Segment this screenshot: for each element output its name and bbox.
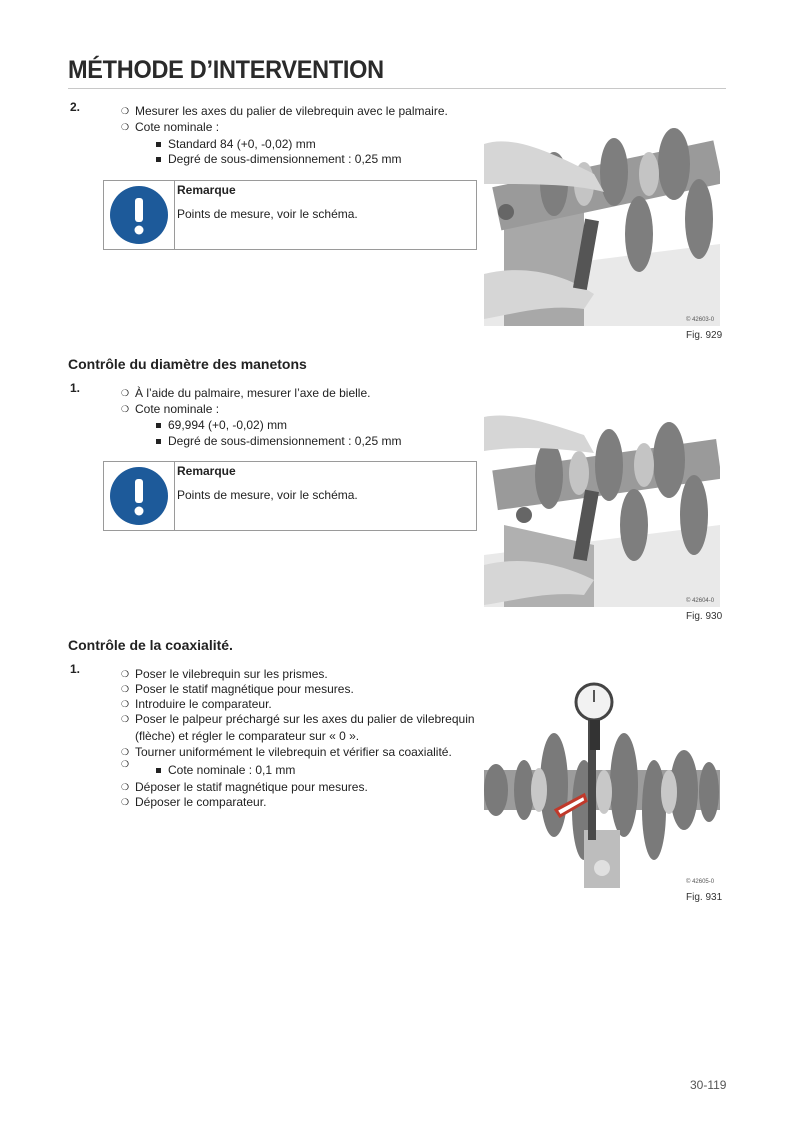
figure-caption: Fig. 931: [686, 892, 723, 903]
remark-title: Remarque: [177, 183, 236, 197]
title-rule: [68, 88, 726, 89]
remark-box: [103, 180, 477, 250]
instruction-line: ❍ Déposer le statif magnétique pour mesures.: [121, 780, 368, 794]
circle-bullet-icon: ❍: [121, 683, 130, 694]
image-code: © 42603-0: [686, 317, 715, 323]
remark-text: Points de mesure, voir le schéma.: [177, 488, 358, 502]
instruction-line: ❍ Poser le palpeur préchargé sur les axes du palier de vilebrequin: [121, 712, 475, 726]
image-code: © 42605-0: [686, 879, 715, 885]
remark-box: [103, 461, 477, 531]
square-bullet-icon: [156, 157, 161, 162]
spec-line: 69,994 (+0, -0,02) mm: [156, 418, 287, 432]
circle-bullet-icon: ❍: [121, 121, 130, 132]
crankshaft-micrometer-photo: [484, 124, 720, 326]
spec-line: Degré de sous-dimensionnement : 0,25 mm: [156, 434, 401, 448]
remark-text: Points de mesure, voir le schéma.: [177, 207, 358, 221]
square-bullet-icon: [156, 423, 161, 428]
square-bullet-icon: [156, 142, 161, 147]
circle-bullet-icon: ❍: [121, 746, 130, 757]
figure-caption: Fig. 929: [686, 330, 723, 341]
remark-title: Remarque: [177, 464, 236, 478]
instruction-line: ❍ Poser le statif magnétique pour mesures.: [121, 682, 354, 696]
circle-bullet-icon: ❍: [121, 403, 130, 414]
instruction-line: ❍ Poser le vilebrequin sur les prismes.: [121, 667, 328, 681]
exclamation-icon: [110, 467, 168, 525]
page-title: MÉTHODE D’INTERVENTION: [68, 56, 384, 84]
circle-bullet-icon: ❍: [121, 387, 130, 398]
circle-bullet-icon: ❍: [121, 781, 130, 792]
circle-bullet-icon: ❍: [121, 668, 130, 679]
circle-bullet-icon: ❍: [121, 105, 130, 116]
crankshaft-dial-gauge-photo: [484, 680, 720, 888]
square-bullet-icon: [156, 439, 161, 444]
instruction-line: ❍ Cote nominale :: [121, 402, 220, 416]
spec-line: Standard 84 (+0, -0,02) mm: [156, 137, 316, 151]
page-number: 30-119: [690, 1078, 727, 1092]
section-heading: Contrôle du diamètre des manetons: [68, 356, 307, 372]
circle-bullet-icon: ❍: [121, 796, 130, 807]
crankpin-micrometer-photo: [484, 405, 720, 607]
step-number: 1.: [70, 381, 81, 395]
circle-bullet-icon: ❍: [121, 698, 130, 709]
circle-bullet-icon: ❍: [121, 713, 130, 724]
instruction-line: ❍ Mesurer les axes du palier de vilebrequin avec le palmaire.: [121, 104, 448, 118]
circle-bullet-icon: ❍: [121, 759, 130, 769]
exclamation-icon: [110, 186, 168, 244]
instruction-line: ❍ Introduire le comparateur.: [121, 697, 272, 711]
instruction-line: ❍ Cote nominale :: [121, 120, 220, 134]
instruction-line-continued: (flèche) et régler le comparateur sur « 0 ».: [135, 729, 360, 743]
spec-line: Cote nominale : 0,1 mm: [156, 763, 295, 777]
image-code: © 42604-0: [686, 598, 715, 604]
section-heading: Contrôle de la coaxialité.: [68, 637, 233, 653]
instruction-line: ❍ Tourner uniformément le vilebrequin et vérifier sa coaxialité.: [121, 745, 452, 759]
step-number: 1.: [70, 662, 81, 676]
spec-line: Degré de sous-dimensionnement : 0,25 mm: [156, 152, 401, 166]
instruction-line: ❍ Déposer le comparateur.: [121, 795, 267, 809]
instruction-line: ❍ À l’aide du palmaire, mesurer l’axe de bielle.: [121, 386, 371, 400]
figure-caption: Fig. 930: [686, 611, 723, 622]
square-bullet-icon: [156, 768, 161, 773]
step-number: 2.: [70, 100, 81, 114]
